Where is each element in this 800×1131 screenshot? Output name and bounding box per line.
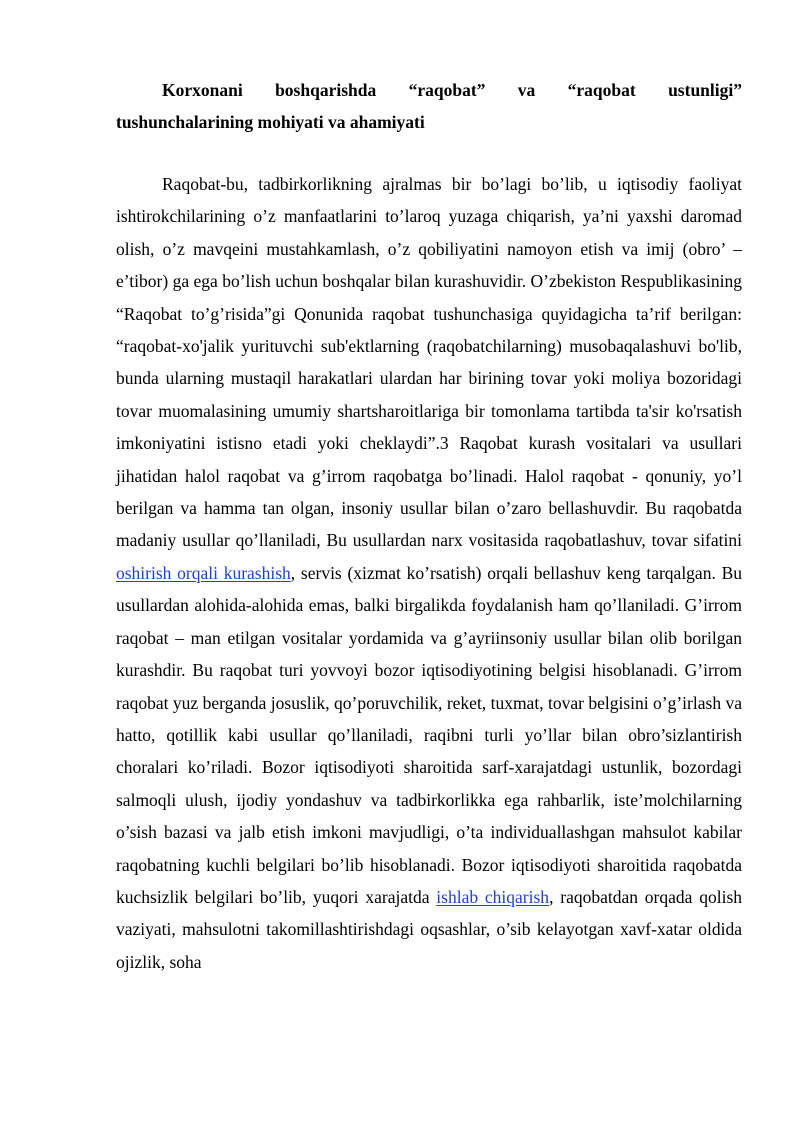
paragraph-text-part-2: , servis (xizmat ko’rsatish) orqali bellashuv keng tarqalgan. Bu usullardan alohida-alohida emas, balki birgalikda foydalanish ham qo’llaniladi. G’irrom raqobat – man etilgan vositalar yordamida va g’ayriinsoniy usullar bilan olib borilgan kurashdir. Bu raqobat turi yovvoyi bozor iqtisodiyotining belgisi hisoblanadi. G’irrom raqobat yuz berganda josuslik, qo’poruvchilik, reket, tuxmat, tovar belgisini o’g’irlash va hatto, qotillik kabi usullar qo’llaniladi, raqibni turli yo’llar bilan obro’sizlantirish choralari ko’riladi. Bozor iqtisodiyoti sharoitida sarf-xarajatdagi ustunlik, bozordagi salmoqli ulush, ijodiy yondashuv va tadbirkorlikka ega rahbarlik, iste’molchilarning o’sish bazasi va jalb etish imkoni mavjudligi, o’ta individuallashgan mahsulot kabilar raqobatning kuchli belgilari bo’lib hisoblanadi. Bozor iqtisodiyoti sharoitida raqobatda kuchsizlik belgilari bo’lib, yuqori xarajatda: [116, 562, 742, 907]
paragraph-text-part-1: Raqobat-bu, tadbirkorlikning ajralmas bir bo’lagi bo’lib, u iqtisodiy faoliyat ishtirokchilarining o’z manfaatlarini to’laroq yuzaga chiqarish, ya’ni yaxshi daromad olish, o’z mavqeini mustahkamlash, o’z qobiliyatini namoyon etish va imij (obro’ – e’tibor) ga ega bo’lish uchun boshqalar bilan kurashuvidir. O’zbekiston Respublikasining “Raqobat to’g’risida”gi Qonunida raqobat tushunchasiga quyidagicha ta’rif berilgan: “raqobat-xo'jalik yurituvchi sub'ektlarning (raqobatchilarning) musobaqalashuvi bo'lib, bunda ularning mustaqil harakatlari ulardan har birining tovar yoki moliya bozoridagi tovar muomalasining umumiy shartsharoitlariga bir tomonlama tartibda ta'sir ko'rsatish imkoniyatini istisno etadi yoki cheklaydi”.3 Raqobat kurash vositalari va usullari jihatidan halol raqobat va g’irrom raqobatga bo’linadi. Halol raqobat - qonuniy, yo’l berilgan va hamma tan olgan, insoniy usullar bilan o’zaro bellashuvdir. Bu raqobatda madaniy usullar qo’llaniladi, Bu usullardan narx vositasida raqobatlashuv, tovar sifatini: [116, 174, 742, 551]
link-ishlab-chiqarish[interactable]: ishlab chiqarish: [436, 886, 550, 907]
link-oshirish-orqali-kurashish[interactable]: oshirish orqali kurashish: [116, 562, 291, 583]
paragraph-text-part-3: , raqobatdan orqada qolish vaziyati, mahsulotni takomillashtirishdagi oqsashlar, o’sib kelayotgan xavf-xatar oldida ojizlik, soha: [116, 886, 743, 972]
body-paragraph: [116, 168, 742, 978]
section-heading: Korxonani boshqarishda “raqobat” va “raqobat ustunligi” tushunchalarining mohiyati va ahamiyati: [116, 80, 742, 132]
